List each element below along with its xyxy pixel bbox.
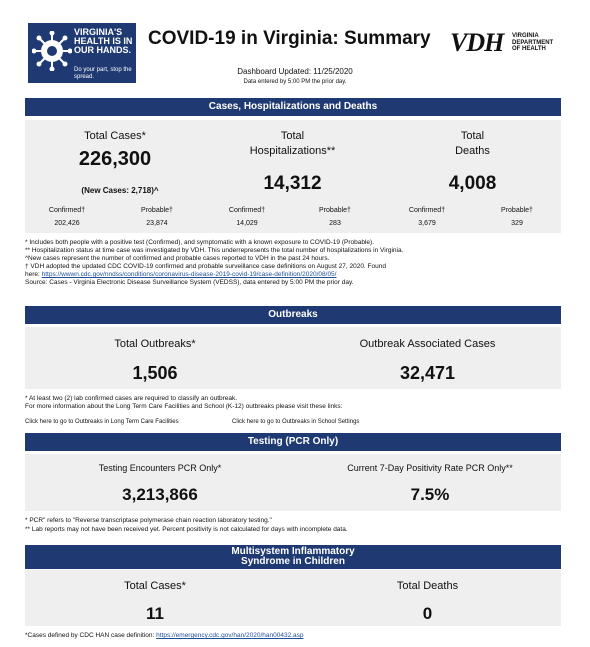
- school-outbreaks-link[interactable]: Click here to go to Outbreaks in School Settings: [232, 419, 360, 425]
- section-bar-testing: Testing (PCR Only): [25, 433, 561, 451]
- cases-confirmed-value: 202,426: [54, 220, 80, 227]
- testing-encounters-label: Testing Encounters PCR Only*: [98, 463, 222, 473]
- section-bar-cases: Cases, Hospitalizations and Deaths: [25, 98, 561, 116]
- hosp-confirmed-value: 14,029: [236, 220, 258, 227]
- deaths-confirmed-label: Confirmed†: [408, 207, 446, 214]
- outbreak-associated-cases-value: 32,471: [399, 363, 456, 383]
- total-outbreaks-label: Total Outbreaks*: [114, 338, 196, 350]
- badge-headline: VIRGINIA'S HEALTH IS IN OUR HANDS.: [74, 27, 133, 55]
- cases-footnote-2: ** Hospitalization status at time case was investigated by VDH. This underrepresents the total number of hospitalizations in Virginia.: [25, 247, 404, 254]
- misc-total-cases-value: 11: [146, 604, 164, 623]
- cases-footnote-link-row: [25, 271, 565, 279]
- ltc-outbreaks-link[interactable]: Click here to go to Outbreaks in Long Term Care Facilities: [25, 419, 179, 425]
- testing-footnote-1: * PCR" refers to "Reverse transcriptase polymerase chain reaction laboratory testing.": [25, 517, 272, 524]
- vdh-logo: [450, 30, 560, 56]
- cdc-case-definition-link[interactable]: https://wwwn.cdc.gov/nndss/conditions/coronavirus-disease-2019-covid-19/case-definition/2020/08/05/: [41, 271, 337, 278]
- hosp-probable-label: Probable†: [319, 207, 351, 214]
- cases-footnote-3: ^New cases represent the number of confirmed and probable cases reported to VDH in the past 24 hours.: [25, 255, 330, 262]
- hosp-confirmed-label: Confirmed†: [228, 207, 266, 214]
- misc-total-deaths-label: Total Deaths: [396, 580, 459, 592]
- deaths-probable-value: 329: [511, 220, 523, 227]
- hospitalizations-value: 14,312: [263, 173, 322, 194]
- testing-footnote-2: ** Lab reports may not have been received yet. Percent positivity is not calculated for days with incomplete data.: [25, 526, 348, 533]
- testing-encounters-value: 3,213,866: [122, 485, 198, 504]
- hospitalizations-label-line2: Hospitalizations**: [249, 145, 336, 157]
- hospitalizations-label-line1: Total: [280, 130, 305, 142]
- cases-source-note: Source: Cases - Virginia Electronic Disease Surveillance System (VEDSS), data entered by 5:00 PM the prior day.: [25, 279, 354, 286]
- cases-confirmed-label: Confirmed†: [48, 207, 86, 214]
- vdh-logo-subtitle: VIRGINIA DEPARTMENT OF HEALTH: [512, 33, 554, 52]
- new-cases-count: (New Cases: 2,718)^: [81, 186, 159, 195]
- cases-probable-value: 23,874: [146, 220, 168, 227]
- deaths-confirmed-value: 3,679: [418, 220, 436, 227]
- outbreaks-footnote-2: For more information about the Long Term Care Facilities and School (K-12) outbreaks please visit these links:: [25, 403, 343, 410]
- dashboard-updated: Dashboard Updated: 11/25/2020: [237, 67, 353, 76]
- total-cases-label: Total Cases*: [84, 130, 146, 142]
- misc-footnote-text: *Cases defined by CDC HAN case definition:: [25, 632, 155, 639]
- hosp-probable-value: 283: [329, 220, 341, 227]
- cases-probable-label: Probable†: [141, 207, 173, 214]
- deaths-label-line2: Deaths: [455, 145, 490, 157]
- total-cases-value: 226,300: [78, 148, 152, 170]
- badge-tagline: Do your part, stop the spread.: [74, 67, 132, 80]
- outbreak-associated-cases-label: Outbreak Associated Cases: [359, 338, 496, 350]
- positivity-rate-label: Current 7-Day Positivity Rate PCR Only**: [347, 463, 513, 473]
- vdh-logo-letters: VDH: [450, 28, 504, 57]
- cases-footnote-1: * Includes both people with a positive test (Confirmed), and symptomatic with a known exposure to COVID-19 (Probable).: [25, 239, 375, 246]
- cdc-han-link[interactable]: https://emergency.cdc.gov/han/2020/han00432.asp: [156, 632, 304, 639]
- misc-footnote: [25, 632, 565, 640]
- cases-footnote-4: † VDH adopted the updated CDC COVID-19 confirmed and probable surveillance case definitions on August 27, 2020. Found: [25, 263, 386, 270]
- misc-total-deaths-value: 0: [422, 604, 433, 623]
- total-outbreaks-value: 1,506: [132, 363, 178, 383]
- cases-footnote-here: here:: [25, 271, 40, 278]
- misc-bar-line1: Multisystem Inflammatory: [231, 546, 355, 557]
- outbreaks-footnote-1: * At least two (2) lab confirmed cases are required to classify an outbreak.: [25, 395, 238, 402]
- deaths-probable-label: Probable†: [501, 207, 533, 214]
- virus-icon: [32, 31, 72, 71]
- page-title: COVID-19 in Virginia: Summary: [148, 28, 431, 49]
- section-bar-outbreaks: Outbreaks: [25, 306, 561, 324]
- deaths-label-line1: Total: [460, 130, 485, 142]
- data-entered-note: Data entered by 5:00 PM the prior day.: [243, 79, 347, 85]
- misc-bar-line2: Syndrome in Children: [241, 556, 345, 567]
- misc-total-cases-label: Total Cases*: [124, 580, 186, 592]
- deaths-value: 4,008: [448, 173, 497, 194]
- positivity-rate-value: 7.5%: [410, 485, 450, 504]
- section-bar-misc: [25, 545, 561, 569]
